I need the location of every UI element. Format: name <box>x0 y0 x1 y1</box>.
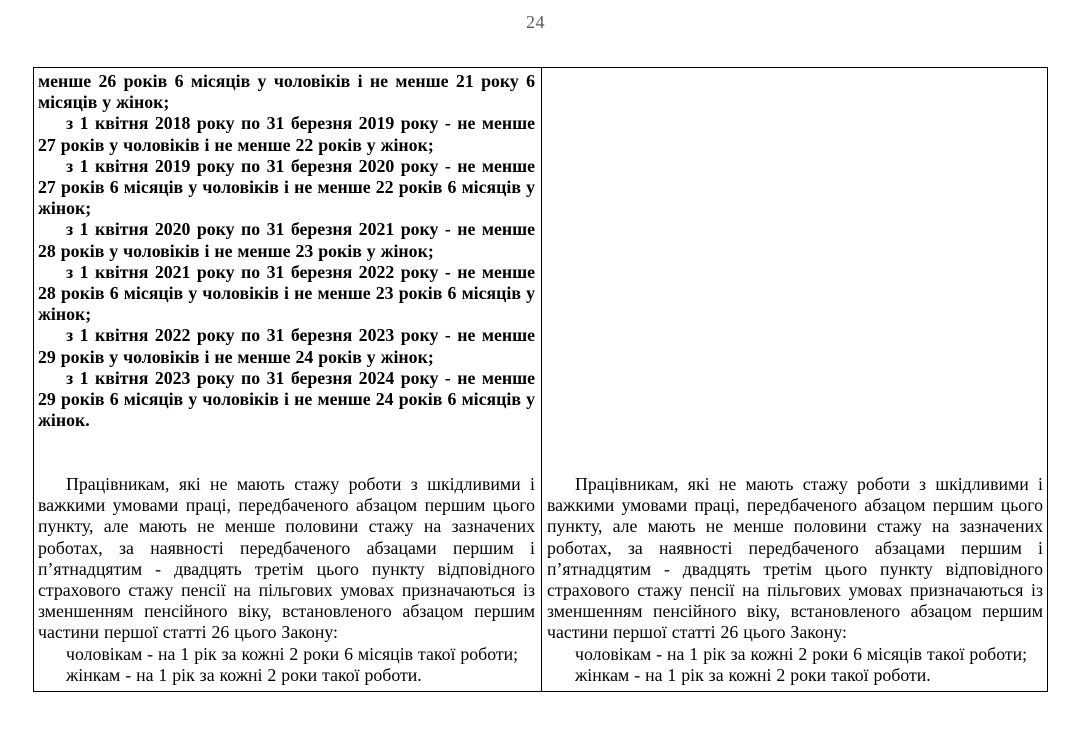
left-bold-clause-2022-2023: з 1 квітня 2022 року по 31 березня 2023 року - не менше 29 років у чоловіків і не менше 24 років у жінок; <box>38 325 535 367</box>
left-column-current-version <box>34 68 542 691</box>
left-bold-clause-2021-2022: з 1 квітня 2021 року по 31 березня 2022 року - не менше 28 років 6 місяців у чоловіків і не менше 23 років 6 місяців у жінок; <box>38 261 535 325</box>
left-regular-block <box>38 474 535 686</box>
left-bold-clause-2020-2021: з 1 квітня 2020 року по 31 березня 2021 року - не менше 28 років у чоловіків і не менше 23 років у жінок; <box>38 219 535 261</box>
left-paragraph-workers: Працівникам, які не мають стажу роботи з шкідливими і важкими умовами праці, передбаченого абзацом першим цього пункту, але мають не менше половини стажу на зазначених роботах, за наявності передбаченого абзацами першим і п’ятнадцятим - двадцять третім цього пункту відповідного страхового стажу пенсії на пільгових умовах призначаються із зменшенням пенсійного віку, встановленого абзацом першим частини першої статті 26 цього Закону: <box>38 473 535 643</box>
right-paragraph-women: жінкам - на 1 рік за кожні 2 роки такої роботи. <box>575 664 931 685</box>
right-column-proposed-version <box>542 68 1047 691</box>
right-paragraph-men: чоловікам - на 1 рік за кожні 2 роки 6 місяців такої роботи; <box>575 643 1028 664</box>
left-bold-clause-2019-2020: з 1 квітня 2019 року по 31 березня 2020 року - не менше 27 років 6 місяців у чоловіків і не менше 22 років 6 місяців у жінок; <box>38 155 535 219</box>
left-bold-clause-2023-2024: з 1 квітня 2023 року по 31 березня 2024 року - не менше 29 років 6 місяців у чоловіків і не менше 24 років 6 місяців у жінок. <box>38 367 535 431</box>
right-regular-block <box>547 474 1043 686</box>
left-paragraph-men: чоловікам - на 1 рік за кожні 2 роки 6 місяців такої роботи; <box>66 643 519 664</box>
law-comparison-table <box>33 67 1048 692</box>
page-number: 24 <box>526 12 545 32</box>
right-paragraph-workers: Працівникам, які не мають стажу роботи з шкідливими і важкими умовами праці, передбаченого абзацом першим цього пункту, але мають не менше половини стажу на зазначених роботах, за наявності передбаченого абзацами першим і п’ятнадцятим - двадцять третім цього пункту відповідного страхового стажу пенсії на пільгових умовах призначаються із зменшенням пенсійного віку, встановленого абзацом першим частини першої статті 26 цього Закону: <box>547 473 1043 643</box>
left-paragraph-women: жінкам - на 1 рік за кожні 2 роки такої роботи. <box>66 664 422 685</box>
left-bold-clause-continuation: менше 26 років 6 місяців у чоловіків і не менше 21 року 6 місяців у жінок; <box>38 71 535 113</box>
left-bold-clause-2018-2019: з 1 квітня 2018 року по 31 березня 2019 року - не менше 27 років у чоловіків і не менше 22 років у жінок; <box>38 113 535 155</box>
